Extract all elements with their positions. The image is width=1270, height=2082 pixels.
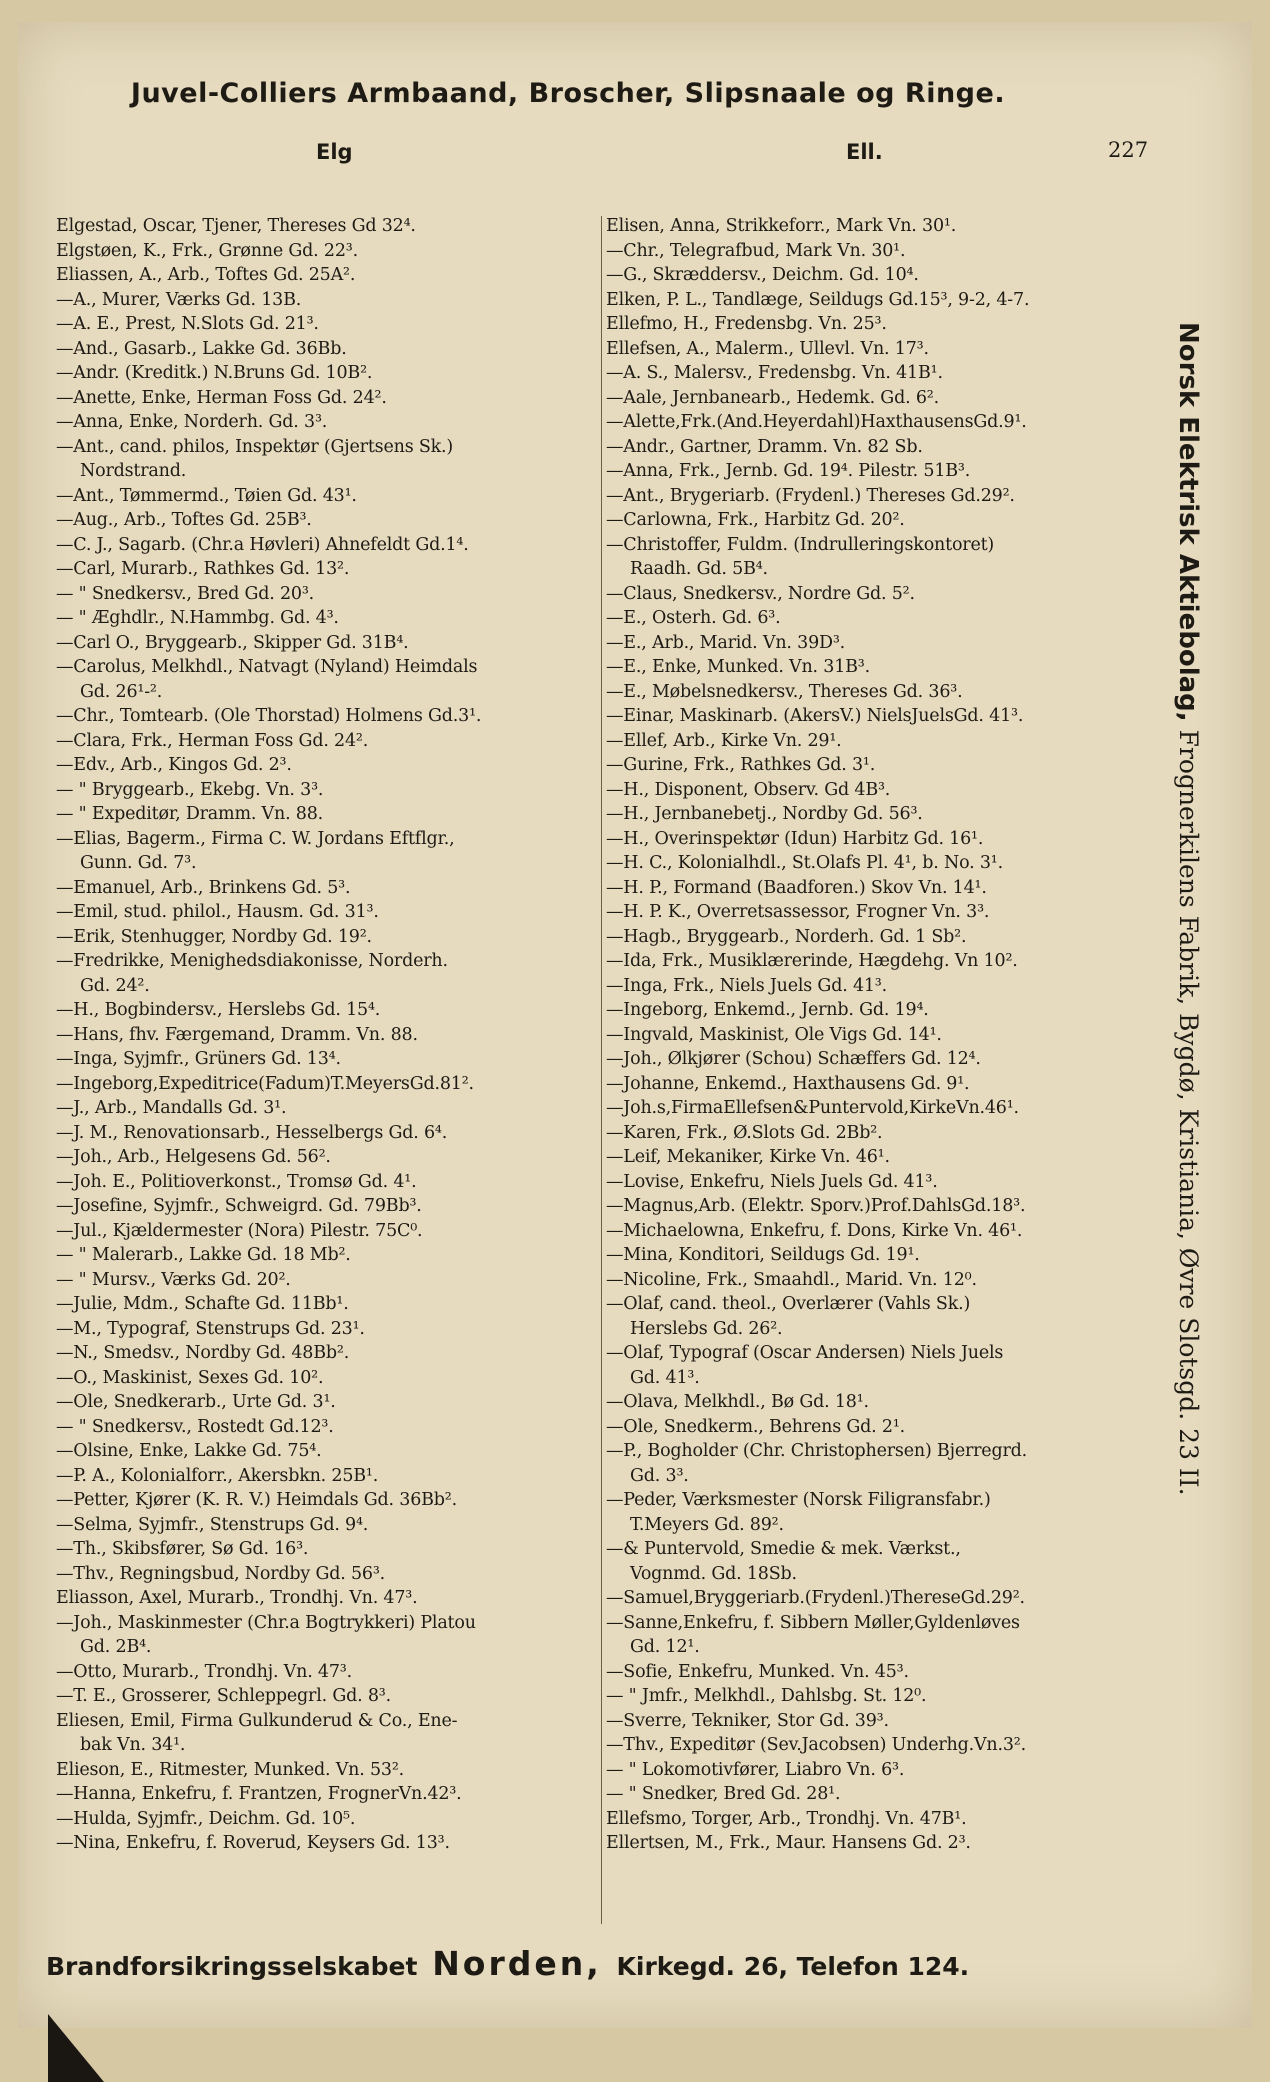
directory-entry: —Johanne, Enkemd., Haxthausens Gd. 9¹. <box>606 1073 970 1094</box>
directory-entry: —Petter, Kjører (K. R. V.) Heimdals Gd. 36Bb². <box>56 1490 457 1510</box>
directory-entry: —J. M., Renovationsarb., Hesselbergs Gd. 6⁴. <box>56 1122 448 1143</box>
left-column-entries <box>56 214 614 1856</box>
directory-entry: Elisen, Anna, Strikkeforr., Mark Vn. 30¹. <box>606 216 957 236</box>
directory-entry: —& Puntervold, Smedie & mek. Værkst., <box>606 1539 961 1559</box>
directory-entry: —Ida, Frk., Musiklærerinde, Hægdehg. Vn 10². <box>606 951 1018 971</box>
directory-entry: —Andr., Gartner, Dramm. Vn. 82 Sb. <box>606 436 923 457</box>
directory-entry: —Anette, Enke, Herman Foss Gd. 24². <box>56 387 387 408</box>
directory-entry: —Selma, Syjmfr., Stenstrups Gd. 9⁴. <box>56 1514 369 1535</box>
directory-entry: —Andr. (Kreditk.) N.Bruns Gd. 10B². <box>56 363 373 383</box>
page-number: 227 <box>1108 138 1149 162</box>
directory-entry: —Jul., Kjældermester (Nora) Pilestr. 75C⁰. <box>56 1220 423 1241</box>
directory-entry: —Edv., Arb., Kingos Gd. 2³. <box>56 755 292 775</box>
directory-entry: —Chr., Telegrafbud, Mark Vn. 30¹. <box>606 240 906 261</box>
directory-entry: —H., Bogbindersv., Herslebs Gd. 15⁴. <box>56 1000 381 1020</box>
bottom-ad-address: Kirkegd. 26, Telefon 124. <box>616 1952 970 1981</box>
directory-entry: — " Æghdlr., N.Hammbg. Gd. 4³. <box>56 608 339 628</box>
directory-entry: —Thv., Expeditør (Sev.Jacobsen) Underhg.Vn.3². <box>606 1735 1026 1755</box>
page-corner-mark <box>48 2014 104 2082</box>
directory-entry: Gd. 2B⁴. <box>80 1637 152 1657</box>
directory-entry: —E., Arb., Marid. Vn. 39D³. <box>606 632 846 653</box>
directory-entry: —Joh.s,FirmaEllefsen&Puntervold,KirkeVn.46¹. <box>606 1098 1019 1118</box>
directory-entry: —Carl O., Bryggearb., Skipper Gd. 31B⁴. <box>56 632 409 653</box>
directory-entry: —Sofie, Enkefru, Munked. Vn. 45³. <box>606 1661 909 1682</box>
directory-entry: Elgstøen, K., Frk., Grønne Gd. 22³. <box>56 240 358 261</box>
directory-entry: —E., Møbelsnedkersv., Thereses Gd. 36³. <box>606 681 963 702</box>
directory-page <box>18 22 1252 2028</box>
directory-entry: —H., Overinspektør (Idun) Harbitz Gd. 16¹. <box>606 828 984 849</box>
directory-entry: —G., Skræddersv., Deichm. Gd. 10⁴. <box>606 265 919 285</box>
directory-entry: —Olaf, cand. theol., Overlærer (Vahls Sk.) <box>606 1294 971 1314</box>
directory-entry: —Hulda, Syjmfr., Deichm. Gd. 10⁵. <box>56 1808 356 1829</box>
directory-entry: —Josefine, Syjmfr., Schweigrd. Gd. 79Bb³. <box>56 1196 422 1216</box>
directory-entry: —Claus, Snedkersv., Nordre Gd. 5². <box>606 583 915 604</box>
directory-entry: —Ingeborg,Expeditrice(Fadum)T.MeyersGd.81². <box>56 1073 474 1094</box>
directory-entry: —Joh., Arb., Helgesens Gd. 56². <box>56 1147 331 1167</box>
directory-entry: — " Bryggearb., Ekebg. Vn. 3³. <box>56 779 324 800</box>
directory-entry: —H. P., Formand (Baadforen.) Skov Vn. 14¹. <box>606 877 987 898</box>
directory-entry: Elgestad, Oscar, Tjener, Thereses Gd 32⁴. <box>56 216 416 236</box>
directory-entry: —Karen, Frk., Ø.Slots Gd. 2Bb². <box>606 1122 883 1143</box>
directory-entry: —Joh. E., Politioverkonst., Tromsø Gd. 4¹. <box>56 1171 417 1192</box>
directory-entry: —Fredrikke, Menighedsdiakonisse, Norderh. <box>56 951 448 971</box>
directory-entry: Gd. 24². <box>80 975 150 996</box>
directory-entry: —Ant., Tømmermd., Tøien Gd. 43¹. <box>56 485 357 506</box>
directory-entry: bak Vn. 34¹. <box>80 1735 186 1755</box>
directory-entry: —N., Smedsv., Nordby Gd. 48Bb². <box>56 1343 350 1363</box>
directory-entry: T.Meyers Gd. 89². <box>630 1514 784 1535</box>
directory-entry: —Aug., Arb., Toftes Gd. 25B³. <box>56 510 312 530</box>
directory-entry: Ellefsmo, Torger, Arb., Trondhj. Vn. 47B¹. <box>606 1808 967 1829</box>
directory-entry: Elieson, E., Ritmester, Munked. Vn. 53². <box>56 1759 405 1780</box>
directory-entry: Gunn. Gd. 7³. <box>80 853 197 873</box>
directory-entry: —Ingvald, Maskinist, Ole Vigs Gd. 14¹. <box>606 1024 942 1045</box>
directory-entry: —Inga, Frk., Niels Juels Gd. 41³. <box>606 975 887 996</box>
directory-entry: —Ant., Brygeriarb. (Frydenl.) Thereses Gd.29². <box>606 485 1015 506</box>
directory-entry: Elken, P. L., Tandlæge, Seildugs Gd.15³, 9-2, 4-7. <box>606 289 1030 310</box>
directory-entry: —Erik, Stenhugger, Nordby Gd. 19². <box>56 926 372 947</box>
directory-entry: Gd. 12¹. <box>630 1637 700 1657</box>
side-advertisement <box>1168 322 1208 1496</box>
directory-entry: —E., Osterh. Gd. 6³. <box>606 608 781 628</box>
directory-entry: Raadh. Gd. 5B⁴. <box>630 559 768 579</box>
directory-entry: Gd. 41³. <box>630 1367 700 1388</box>
directory-entry: —A. E., Prest, N.Slots Gd. 21³. <box>56 314 319 334</box>
directory-entry: — " Snedker, Bred Gd. 28¹. <box>606 1784 841 1804</box>
directory-entry: —Sverre, Tekniker, Stor Gd. 39³. <box>606 1710 889 1731</box>
side-ad-company-name: Norsk Elektrisk Aktiebolag, <box>1173 322 1203 722</box>
directory-entry: —Ellef, Arb., Kirke Vn. 29¹. <box>606 730 842 751</box>
directory-entry: —Carl, Murarb., Rathkes Gd. 13². <box>56 559 350 579</box>
directory-entry: —Julie, Mdm., Schafte Gd. 11Bb¹. <box>56 1294 349 1314</box>
directory-entry: —Christoffer, Fuldm. (Indrulleringskontoret) <box>606 534 995 555</box>
directory-entry: —H., Jernbanebetj., Nordby Gd. 56³. <box>606 804 923 824</box>
directory-entry: —P. A., Kolonialforr., Akersbkn. 25B¹. <box>56 1465 379 1486</box>
directory-entry: —Carolus, Melkhdl., Natvagt (Nyland) Heimdals <box>56 657 478 677</box>
directory-entry: —Ant., cand. philos, Inspektør (Gjertsens Sk.) <box>56 436 454 457</box>
directory-entry: —Olava, Melkhdl., Bø Gd. 18¹. <box>606 1392 869 1412</box>
directory-entry: —Sanne,Enkefru, f. Sibbern Møller,Gyldenløves <box>606 1612 1020 1633</box>
directory-entry: —Anna, Enke, Norderh. Gd. 3³. <box>56 412 328 432</box>
directory-entry: —Ingeborg, Enkemd., Jernb. Gd. 19⁴. <box>606 1000 929 1020</box>
directory-entry: — " Mursv., Værks Gd. 20². <box>56 1269 291 1290</box>
directory-entry: —Alette,Frk.(And.Heyerdahl)HaxthausensGd.9¹. <box>606 412 1027 432</box>
directory-entry: —Inga, Syjmfr., Grüners Gd. 13⁴. <box>56 1049 341 1069</box>
bottom-ad-prefix: Brandforsikringsselskabet <box>46 1952 418 1981</box>
directory-entry: —Michaelowna, Enkefru, f. Dons, Kirke Vn. 46¹. <box>606 1220 1023 1241</box>
directory-entry: — " Lokomotivfører, Liabro Vn. 6³. <box>606 1759 905 1780</box>
directory-entry: —Peder, Værksmester (Norsk Filigransfabr.) <box>606 1490 991 1510</box>
directory-entry: —C. J., Sagarb. (Chr.a Høvleri) Ahnefeldt Gd.1⁴. <box>56 534 469 555</box>
directory-entry: —Aale, Jernbanearb., Hedemk. Gd. 6². <box>606 387 939 408</box>
side-ad-address: Frognerkilens Fabrik, Bygdø, Kristiania, Øvre Slotsgd. 23 II. <box>1174 721 1203 1496</box>
bottom-advertisement-banner <box>46 1944 1146 1983</box>
directory-entry: —H. P. K., Overretsassessor, Frogner Vn. 3³. <box>606 902 990 922</box>
directory-entry: —Nina, Enkefru, f. Roverud, Keysers Gd. 13³. <box>56 1833 450 1853</box>
directory-entry: — " Expeditør, Dramm. Vn. 88. <box>56 804 324 824</box>
directory-entry: —Ole, Snedkerarb., Urte Gd. 3¹. <box>56 1392 336 1412</box>
directory-entry: —Elias, Bagerm., Firma C. W. Jordans Eftflgr., <box>56 828 455 849</box>
directory-entry: —Nicoline, Frk., Smaahdl., Marid. Vn. 12⁰. <box>606 1269 977 1290</box>
directory-entry: Vognmd. Gd. 18Sb. <box>630 1563 797 1584</box>
directory-entry: —T. E., Grosserer, Schleppegrl. Gd. 8³. <box>56 1686 391 1706</box>
top-advertisement-banner: Juvel-Colliers Armbaand, Broscher, Slipsnaale og Ringe. <box>130 78 1006 109</box>
directory-entry: —Lovise, Enkefru, Niels Juels Gd. 41³. <box>606 1171 938 1192</box>
directory-entry: — " Snedkersv., Rostedt Gd.12³. <box>56 1416 334 1437</box>
directory-entry: —H. C., Kolonialhdl., St.Olafs Pl. 4¹, b. No. 3¹. <box>606 853 1003 873</box>
directory-entry: —Thv., Regningsbud, Nordby Gd. 56³. <box>56 1563 386 1584</box>
directory-entry: Eliassen, A., Arb., Toftes Gd. 25A². <box>56 265 356 285</box>
directory-entry: —And., Gasarb., Lakke Gd. 36Bb. <box>56 338 347 359</box>
directory-entry: —A., Murer, Værks Gd. 13B. <box>56 289 302 310</box>
directory-entry: —Leif, Mekaniker, Kirke Vn. 46¹. <box>606 1147 890 1167</box>
directory-entry: Eliesen, Emil, Firma Gulkunderud & Co., Ene- <box>56 1710 458 1731</box>
right-column-entries <box>606 214 1164 1856</box>
directory-entry: —Clara, Frk., Herman Foss Gd. 24². <box>56 730 369 751</box>
directory-entry: — " Malerarb., Lakke Gd. 18 Mb². <box>56 1245 351 1265</box>
directory-entry: —Joh., Maskinmester (Chr.a Bogtrykkeri) Platou <box>56 1612 476 1633</box>
directory-entry: —Otto, Murarb., Trondhj. Vn. 47³. <box>56 1661 352 1682</box>
directory-entry: — " Snedkersv., Bred Gd. 20³. <box>56 583 314 604</box>
directory-entry: —Anna, Frk., Jernb. Gd. 19⁴. Pilestr. 51B³. <box>606 461 971 481</box>
directory-entry: —Hagb., Bryggearb., Norderh. Gd. 1 Sb². <box>606 926 967 947</box>
bottom-ad-company-name: Norden, <box>432 1944 602 1983</box>
directory-entry: —Emanuel, Arb., Brinkens Gd. 5³. <box>56 877 351 898</box>
directory-entry: Eliasson, Axel, Murarb., Trondhj. Vn. 47³. <box>56 1588 418 1608</box>
directory-entry: Ellefsen, A., Malerm., Ullevl. Vn. 17³. <box>606 338 929 359</box>
directory-entry: Nordstrand. <box>80 461 187 481</box>
directory-entry: —Einar, Maskinarb. (AkersV.) NielsJuelsGd. 41³. <box>606 706 1024 726</box>
directory-entry: —M., Typograf, Stenstrups Gd. 23¹. <box>56 1318 365 1339</box>
directory-entry: —P., Bogholder (Chr. Christophersen) Bjerregrd. <box>606 1441 1027 1461</box>
directory-entry: —Magnus,Arb. (Elektr. Sporv.)Prof.DahlsGd.18³. <box>606 1196 1026 1216</box>
directory-entry: —Emil, stud. philol., Hausm. Gd. 31³. <box>56 902 379 922</box>
directory-entry: —Th., Skibsfører, Sø Gd. 16³. <box>56 1539 309 1559</box>
directory-entry: —Hans, fhv. Færgemand, Dramm. Vn. 88. <box>56 1024 418 1045</box>
directory-entry: —Joh., Ølkjører (Schou) Schæffers Gd. 12⁴. <box>606 1049 981 1069</box>
directory-entry: —Olaf, Typograf (Oscar Andersen) Niels Juels <box>606 1343 1004 1363</box>
directory-entry: Ellefmo, H., Fredensbg. Vn. 25³. <box>606 314 887 334</box>
directory-entry: Ellertsen, M., Frk., Maur. Hansens Gd. 2³. <box>606 1833 971 1853</box>
directory-entry: —A. S., Malersv., Fredensbg. Vn. 41B¹. <box>606 363 943 383</box>
directory-entry: —Mina, Konditori, Seildugs Gd. 19¹. <box>606 1245 920 1265</box>
directory-entry: —H., Disponent, Observ. Gd 4B³. <box>606 779 891 800</box>
directory-entry: —O., Maskinist, Sexes Gd. 10². <box>56 1367 324 1388</box>
directory-entry: Herslebs Gd. 26². <box>630 1318 783 1339</box>
column-divider <box>601 216 602 1924</box>
directory-entry: —J., Arb., Mandalls Gd. 3¹. <box>56 1098 287 1118</box>
directory-entry: —Chr., Tomtearb. (Ole Thorstad) Holmens Gd.3¹. <box>56 706 482 726</box>
running-head-left: Elg <box>316 140 353 164</box>
directory-entry: —E., Enke, Munked. Vn. 31B³. <box>606 657 870 677</box>
directory-entry: —Carlowna, Frk., Harbitz Gd. 20². <box>606 510 905 530</box>
directory-entry: Gd. 26¹-². <box>80 681 163 702</box>
running-head-right: Ell. <box>846 140 883 164</box>
directory-entry: —Gurine, Frk., Rathkes Gd. 3¹. <box>606 755 876 775</box>
directory-entry: Gd. 3³. <box>630 1465 689 1486</box>
directory-entry: —Hanna, Enkefru, f. Frantzen, FrognerVn.42³. <box>56 1784 462 1804</box>
directory-entry: — " Jmfr., Melkhdl., Dahlsbg. St. 12⁰. <box>606 1686 927 1706</box>
directory-entry: —Samuel,Bryggeriarb.(Frydenl.)ThereseGd.29². <box>606 1588 1025 1608</box>
directory-entry: —Ole, Snedkerm., Behrens Gd. 2¹. <box>606 1416 905 1437</box>
directory-entry: —Olsine, Enke, Lakke Gd. 75⁴. <box>56 1441 322 1461</box>
